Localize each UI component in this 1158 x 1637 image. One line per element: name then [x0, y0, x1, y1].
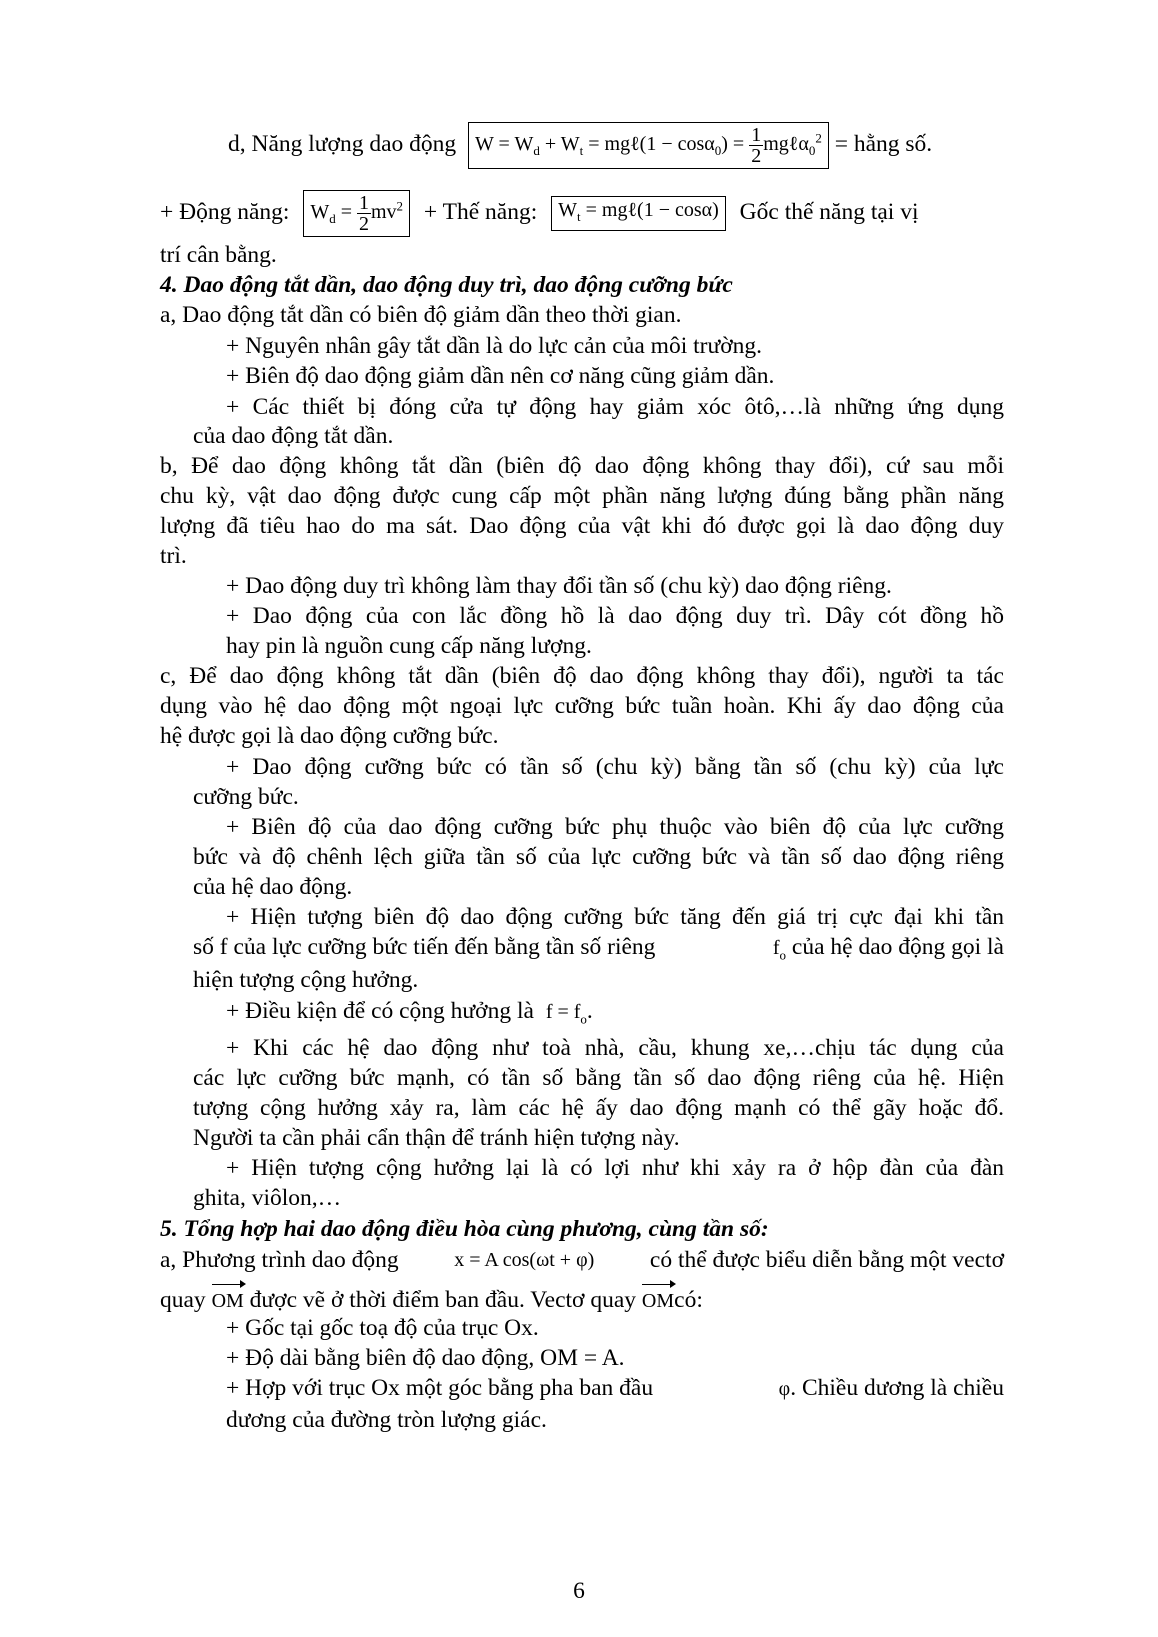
text-line: lượng đã tiêu hao do ma sát. Dao động của vật khi đó được gọi là dao động duy — [160, 513, 1004, 539]
text-line: hay pin là nguồn cung cấp năng lượng. — [226, 633, 592, 659]
section-4-heading: 4. Dao động tắt dần, dao động duy trì, dao động cưỡng bức — [160, 272, 733, 298]
vector-om: OM — [642, 1282, 674, 1316]
text-line: hiện tượng cộng hưởng. — [193, 967, 419, 993]
total-energy-formula: $W = W_d + W_t$ = mgℓ(1 − cosα$_0$) = $\frac{1}{2}$ mgℓα$_0^2$ — [468, 122, 829, 169]
text-line: + Khi các hệ dao động như toà nhà, cầu, khung xe,…chịu tác dụng của — [226, 1035, 1004, 1061]
text-line: + Biên độ của dao động cưỡng bức phụ thuộc vào biên độ của lực cưỡng — [226, 814, 1004, 840]
text-line: c, Để dao động không tắt dần (biên độ dao động không thay đổi), người ta tác — [160, 663, 1004, 689]
text-line: quay OM được vẽ ở thời điểm ban đầu. Vectơ quay OMcó: — [160, 1282, 703, 1316]
text-line: chu kỳ, vật dao động được cung cấp một phần năng lượng đúng bằng phần năng — [160, 483, 1004, 509]
text-line: + Độ dài bằng biên độ dao động, OM = A. — [226, 1345, 625, 1371]
text-line: các lực cưỡng bức mạnh, có tần số bằng tần số dao động riêng của hệ. Hiện — [193, 1065, 1004, 1091]
text-line: b, Để dao động không tắt dần (biên độ dao động không thay đổi), cứ sau mỗi — [160, 453, 1004, 479]
text-line: + Dao động duy trì không làm thay đổi tần số (chu kỳ) dao động riêng. — [226, 573, 892, 599]
text-line: Người ta cần phải cẩn thận để tránh hiện tượng này. — [193, 1125, 680, 1151]
text-line: dương của đường tròn lượng giác. — [226, 1407, 547, 1433]
text-line: + Hiện tượng cộng hưởng lại là có lợi như khi xảy ra ở hộp đàn của đàn — [226, 1155, 1004, 1181]
text-line: của dao động tắt dần. — [193, 423, 394, 449]
potential-energy-formula: $W_t$ = mgℓ(1 − cosα) — [551, 196, 726, 231]
text-line: số f của lực cưỡng bức tiến đến bằng tần số riêng $f_o$ của hệ dao động gọi là — [193, 934, 1004, 963]
text-line: trì. — [160, 543, 187, 569]
text-line: trí cân bằng. — [160, 242, 277, 268]
text-line: dụng vào hệ dao động một ngoại lực cưỡng bức tuần hoàn. Khi ấy dao động của — [160, 693, 1004, 719]
text-line: + Dao động của con lắc đồng hồ là dao động duy trì. Dây cót đồng hồ — [226, 603, 1004, 629]
energy-line — [228, 122, 932, 169]
section-5-heading: 5. Tổng hợp hai dao động điều hòa cùng phương, cùng tần số: — [160, 1216, 769, 1242]
text-line: + Nguyên nhân gây tắt dần là do lực cản của môi trường. — [226, 333, 763, 359]
vector-om: OM — [212, 1282, 244, 1316]
text-line: + Các thiết bị đóng cửa tự động hay giảm xóc ôtô,…là những ứng dụng — [226, 394, 1004, 420]
text-line: + Hiện tượng biên độ dao động cưỡng bức tăng đến giá trị cực đại khi tần — [226, 904, 1004, 930]
text-line: + Dao động cưỡng bức có tần số (chu kỳ) bằng tần số (chu kỳ) của lực — [226, 754, 1004, 780]
page-number: 6 — [573, 1578, 585, 1604]
text-line: + Hợp với trục Ox một góc bằng pha ban đầu φ. Chiều dương là chiều — [226, 1375, 1004, 1401]
text-line: ghita, viôlon,… — [193, 1185, 342, 1211]
text-line: tượng cộng hưởng xảy ra, làm các hệ ấy dao động mạnh có thể gãy hoặc đổ. — [193, 1095, 1004, 1121]
text-line: của hệ dao động. — [193, 874, 353, 900]
text-line: cưỡng bức. — [193, 784, 299, 810]
text-line: + Biên độ dao động giảm dần nên cơ năng cũng giảm dần. — [226, 363, 775, 389]
energy-line-label: d, Năng lượng dao động — [228, 130, 457, 157]
text-line: + Điều kiện để có cộng hưởng là $f = f_o$. — [226, 998, 593, 1027]
kinetic-potential-line: + Động năng: $W_d$ = $\frac{1}{2}$ $mv^2$ + Thế năng: $W_t$ = mgℓ(1 − cosα) Gốc thế năng tại vị — [160, 192, 919, 235]
text-line: bức và độ chênh lệch giữa tần số của lực cưỡng bức và tần số dao động riêng — [193, 844, 1004, 870]
energy-line-suffix: = hằng số. — [834, 130, 933, 157]
one-half-fraction: $\frac{1}{2}$ — [751, 124, 762, 167]
text-line: a, Phương trình dao động x = A cos(ωt + φ) có thể được biểu diễn bằng một vectơ — [160, 1247, 1004, 1273]
text-line: + Gốc tại gốc toạ độ của trục Ox. — [226, 1315, 539, 1341]
text-line: a, Dao động tắt dần có biên độ giảm dần theo thời gian. — [160, 302, 682, 328]
text-line: hệ được gọi là dao động cưỡng bức. — [160, 723, 499, 749]
kinetic-energy-formula: $W_d$ = $\frac{1}{2}$ $mv^2$ — [303, 190, 410, 237]
